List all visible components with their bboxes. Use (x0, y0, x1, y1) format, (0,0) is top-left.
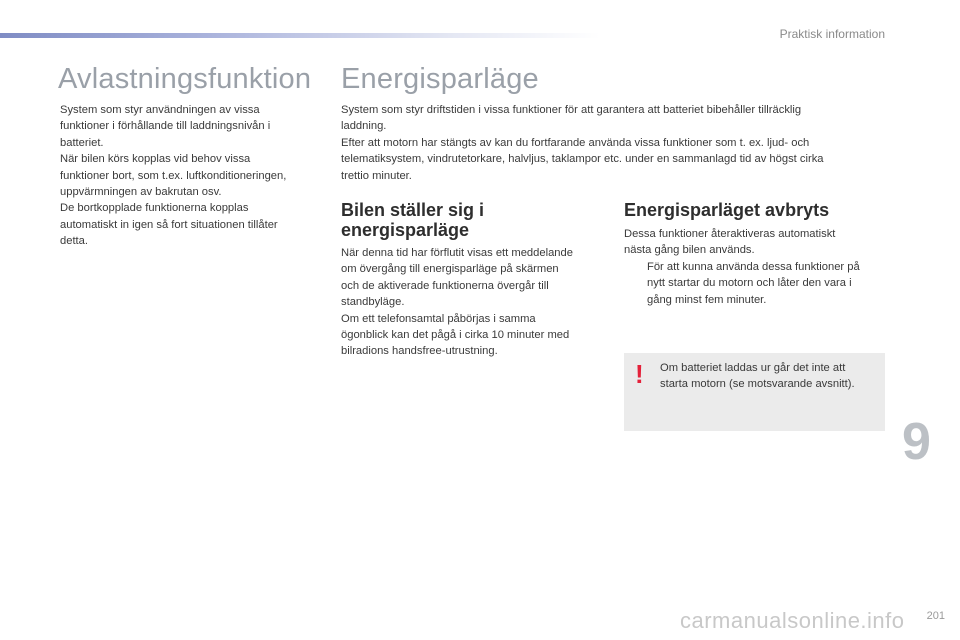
bullet-text (647, 259, 860, 308)
text-line: De bortkopplade funktionerna kopplas (60, 202, 249, 215)
paragraph-energisparlaget-avbryts (624, 226, 886, 308)
text-line: automatiskt in igen så fort situationen tillåter (60, 218, 278, 231)
text-line: funktioner bort, som t.ex. luftkonditioneringen, (60, 169, 287, 182)
text-line: Dessa funktioner återaktiveras automatiskt (624, 228, 836, 240)
title-energisparlage: Energisparläge (341, 63, 539, 95)
text-line: För att kunna använda dessa funktioner på (647, 260, 860, 273)
text-line: Om batteriet laddas ur går det inte att (660, 362, 846, 374)
text-line: nästa gång bilen används. (624, 244, 755, 257)
text-line: System som styr driftstiden i vissa funktioner för att garantera att batteriet bibehåller tillräcklig (341, 104, 802, 116)
text-line: och de aktiverade funktionerna övergår till (341, 279, 549, 292)
text-line: Efter att motorn har stängts av kan du fortfarande använda vissa funktioner som t. ex. ljud- och (341, 136, 810, 149)
text-line: telematiksystem, vindrutetorkare, halvljus, taklampor etc. under en sammanlagd tid av högst cirka (341, 153, 824, 166)
subtitle-line: energisparläge (341, 220, 470, 240)
watermark: carmanualsonline.info (680, 608, 905, 633)
text-line: om övergång till energisparläge på skärmen (341, 263, 559, 276)
text-line: nytt startar du motorn och låter den vara i (647, 277, 852, 290)
text-line: gång minst fem minuter. (647, 293, 767, 306)
text-line: bilradions handsfree-utrustning. (341, 345, 498, 358)
text-line: detta. (60, 235, 88, 248)
paragraph-avlastning (60, 102, 318, 250)
text-line: ögonblick kan det pågå i cirka 10 minuter med (341, 329, 570, 342)
text-line: trettio minuter. (341, 169, 412, 182)
header-accent-bar (0, 33, 600, 38)
warning-box (624, 353, 885, 431)
text-line: När denna tid har förflutit visas ett meddelande (341, 247, 573, 259)
text-line: Om ett telefonsamtal påbörjas i samma (341, 312, 536, 325)
warning-text (660, 360, 882, 393)
bullet-item (624, 259, 886, 308)
subtitle-energisparlaget-avbryts: Energisparläget avbryts (624, 200, 830, 220)
text-line: funktioner i förhållande till laddningsnivån i (60, 120, 271, 133)
section-label: Praktisk information (779, 27, 885, 41)
title-avlastningsfunktion: Avlastningsfunktion (58, 63, 312, 95)
subtitle-bilen-staller-sig (341, 200, 601, 240)
text-line: uppvärmningen av bakrutan osv. (60, 186, 222, 199)
exclamation-icon: ! (635, 359, 644, 389)
page-number: 201 (926, 610, 945, 622)
subtitle-line: Bilen ställer sig i (341, 200, 485, 220)
chapter-number: 9 (902, 413, 931, 471)
text-line: System som styr användningen av vissa (60, 104, 260, 116)
bullet-arrow-icon (624, 259, 647, 308)
text-line: laddning. (341, 120, 387, 133)
text-line: När bilen körs kopplas vid behov vissa (60, 153, 251, 166)
text-line: batteriet. (60, 136, 104, 149)
paragraph-bilen-staller-sig (341, 245, 603, 360)
paragraph-energisparlage (341, 102, 881, 184)
text-line: starta motorn (se motsvarande avsnitt). (660, 378, 855, 391)
text-line: standbyläge. (341, 296, 405, 309)
